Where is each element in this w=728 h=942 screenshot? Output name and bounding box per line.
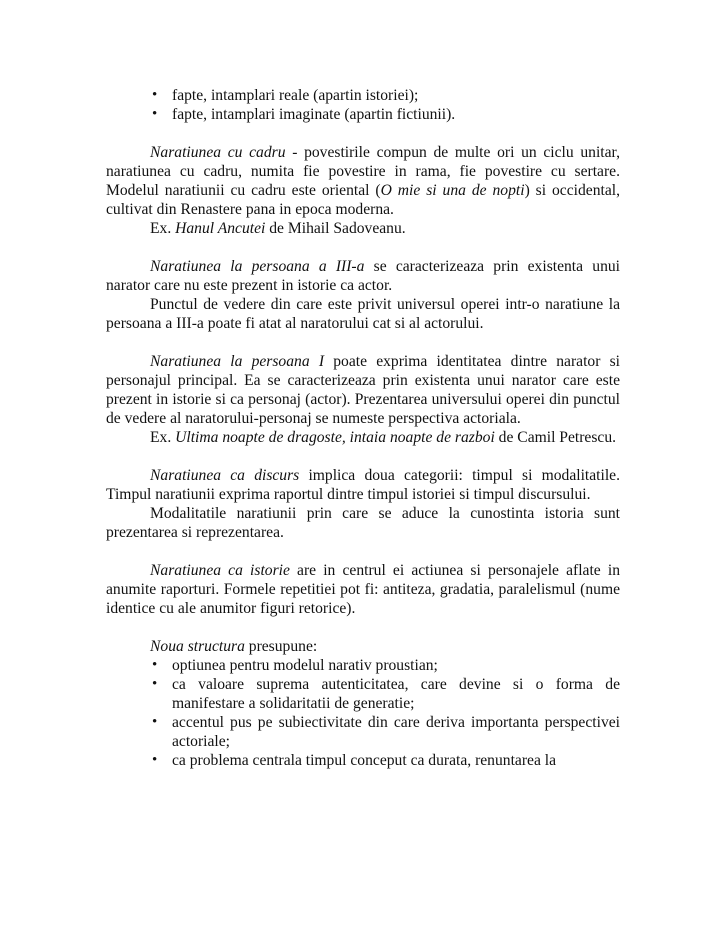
term: Naratiunea cu cadru: [150, 144, 286, 161]
list-item: • ca problema centrala timpul conceput ca durata, renuntarea la: [152, 752, 557, 769]
paragraph-persoana-i: Naratiunea la persoana I poate exprima identitatea dintre narator si personajul principal. Ea se caracterizeaza prin existenta unui narator care este prezent in istorie si ca personaj (actor). Prezentarea universului operei din punctul de vedere al naratorului-personaj se numeste perspectiva actoriala.: [106, 353, 620, 427]
intro-bullet-list: [106, 86, 620, 124]
bullet-icon: •: [152, 752, 158, 768]
list-item: • accentul pus pe subiectivitate din care deriva importanta perspectivei actoriale;: [152, 714, 620, 750]
list-item: • ca valoare suprema autenticitatea, care devine si o forma de manifestare a solidaritatii de generatie;: [152, 676, 620, 712]
term: Naratiunea la persoana a III-a: [150, 258, 365, 275]
paragraph-persoana-a-iii-a: Naratiunea la persoana a III-a se caracterizeaza prin existenta unui narator care nu este prezent in istorie ca actor.: [106, 258, 620, 294]
term: Naratiunea la persoana I: [150, 353, 325, 370]
list-item: • fapte, intamplari reale (apartin istoriei);: [152, 87, 419, 104]
list-item: • optiunea pentru modelul narativ proustian;: [152, 657, 438, 674]
bullet-icon: •: [152, 87, 158, 103]
paragraph-noua-structura: Noua structura presupune:: [150, 638, 318, 655]
work-title: Hanul Ancutei: [175, 220, 266, 237]
paragraph-naratiunea-ca-istorie: Naratiunea ca istorie are in centrul ei actiunea si personajele aflate in anumite raporturi. Formele repetitiei pot fi: antiteza, gradatia, paralelismul (nume identice cu ale anumitor figuri retorice).: [106, 562, 620, 617]
example-line: Ex. Ultima noapte de dragoste, intaia noapte de razboi de Camil Petrescu.: [150, 429, 617, 446]
document-page: [106, 86, 620, 770]
term: Noua structura: [150, 638, 245, 655]
work-title: O mie si una de nopti: [380, 182, 525, 199]
bullet-icon: •: [152, 676, 158, 692]
structure-bullet-list: [106, 656, 620, 770]
paragraph-punct-de-vedere: Punctul de vedere din care este privit universul operei intr-o naratiune la persoana a III-a poate fi atat al naratorului cat si al actorului.: [106, 296, 620, 332]
paragraph-naratiunea-cu-cadru: Naratiunea cu cadru - povestirile compun de multe ori un ciclu unitar, naratiunea cu cadru, numita fie povestire in rama, fie povestire cu sertare. Modelul naratiunii cu cadru este oriental (O mie si una de nopti) si occidental, cultivat din Renastere pana in epoca moderna.: [106, 144, 620, 218]
term: Naratiunea ca discurs: [150, 467, 300, 484]
work-title: Ultima noapte de dragoste, intaia noapte de razboi: [175, 429, 495, 446]
bullet-icon: •: [152, 106, 158, 122]
list-item: • fapte, intamplari imaginate (apartin fictiunii).: [152, 106, 456, 123]
term: Naratiunea ca istorie: [150, 562, 290, 579]
example-line: Ex. Hanul Ancutei de Mihail Sadoveanu.: [150, 220, 406, 237]
paragraph-naratiunea-ca-discurs: Naratiunea ca discurs implica doua categorii: timpul si modalitatile. Timpul naratiunii exprima raportul dintre timpul istoriei si timpul discursului.: [106, 467, 620, 503]
bullet-icon: •: [152, 714, 158, 730]
paragraph-modalitati: Modalitatile naratiunii prin care se aduce la cunostinta istoria sunt prezentarea si reprezentarea.: [106, 505, 620, 541]
bullet-icon: •: [152, 657, 158, 673]
